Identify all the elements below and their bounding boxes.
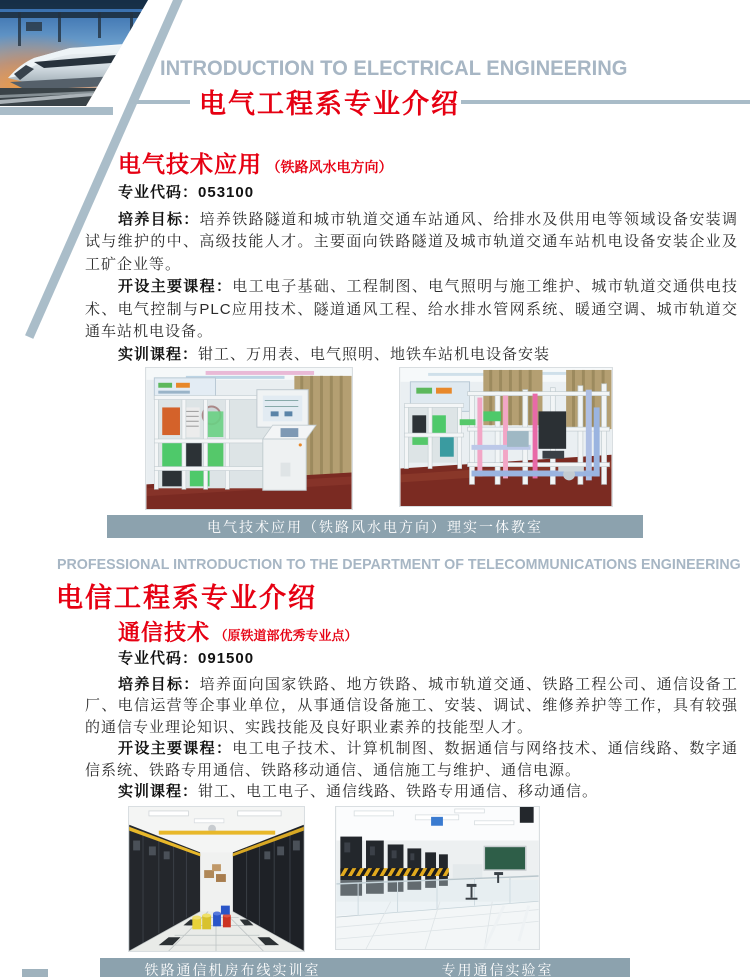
section2-body [85, 648, 738, 803]
photo-hvac-pipes-lab [399, 367, 613, 507]
courses-label: 开设主要课程： [118, 278, 233, 295]
department2-english-title: PROFESSIONAL INTRODUCTION TO THE DEPARTMENT OF TELECOMMUNICATIONS ENGINEERING [57, 556, 741, 573]
goal2-text: 培养面向国家铁路、地方铁路、城市轨道交通、铁路工程公司、通信设备工厂、电信运营等企事业单位，从事通信设备施工、安装、调试、维修养护等工作，具有较强的通信专业理论知识、实践技能及良好职业素养的技能型人才。 [85, 675, 738, 736]
goal-paragraph [85, 209, 738, 277]
courses2-label: 开设主要课程： [118, 740, 233, 757]
goal-text: 培养铁路隧道和城市轨道交通车站通风、给排水及供用电等领域设备安装调试与维护的中、高级技能人才。主要面向铁路隧道及城市轨道交通车站机电设备安装企业及工矿企业等。 [85, 210, 738, 273]
department-chinese-title: 电气工程系专业介绍 [199, 89, 460, 119]
caption-bar-electrical [107, 515, 643, 538]
train-illustration [0, 0, 152, 106]
goal2-paragraph [85, 674, 738, 739]
page-corner-mark [22, 969, 48, 977]
training-paragraph [85, 344, 738, 367]
photo-communication-lab [335, 806, 540, 950]
goal-label: 培养目标： [118, 210, 200, 228]
title-rule-left [130, 100, 190, 104]
major2-code-value: 091500 [198, 650, 255, 667]
section1-body [85, 182, 738, 366]
courses2-text: 电工电子技术、计算机制图、数据通信与网络技术、通信线路、数字通信系统、铁路专用通信、铁路移动通信、通信施工与维护、通信电源。 [85, 740, 738, 779]
courses-text: 电工电子基础、工程制图、电气照明与施工维护、城市轨道交通供电技术、电气控制与PLC应用技术、隧道通风工程、给水排水管网系统、暖通空调、城市轨道交通车站机电设备。 [85, 278, 738, 340]
major-title-text: 电气技术应用 [118, 151, 262, 177]
major-title-note: （铁路风水电方向） [266, 159, 393, 175]
training2-label: 实训课程： [118, 783, 199, 800]
title-rule-right [461, 100, 750, 104]
caption-text-left: 铁路通信机房布线实训室 [144, 962, 321, 977]
major-code-value: 053100 [198, 184, 255, 201]
hero-train-photo [0, 0, 152, 106]
major2-title-text: 通信技术 [118, 620, 211, 645]
photo-server-room [128, 806, 305, 952]
courses2-paragraph [85, 738, 738, 781]
major-code-label: 专业代码： [118, 184, 199, 201]
major2-code-label: 专业代码： [118, 650, 199, 667]
header-underline-left [0, 107, 113, 115]
courses-paragraph [85, 276, 738, 344]
major2-title-note: （原铁道部优秀专业点） [214, 628, 358, 643]
training-text: 钳工、万用表、电气照明、地铁车站机电设备安装 [198, 345, 551, 363]
major-title-telecom [118, 616, 357, 647]
photo-electrical-classroom [145, 367, 353, 510]
major2-code-line [85, 648, 738, 670]
department2-chinese-title: 电信工程系专业介绍 [56, 583, 317, 613]
department-english-title: INTRODUCTION TO ELECTRICAL ENGINEERING [160, 57, 628, 80]
training2-paragraph [85, 781, 738, 803]
goal2-label: 培养目标： [118, 675, 200, 693]
caption-bar-telecom [100, 958, 630, 977]
training2-text: 钳工、电工电子、通信线路、铁路专用通信、移动通信。 [198, 783, 599, 800]
caption-text: 电气技术应用（铁路风水电方向）理实一体教室 [207, 518, 543, 535]
caption-text-right: 专用通信实验室 [441, 962, 554, 977]
major-title-electrical [118, 146, 392, 179]
training-label: 实训课程： [118, 345, 199, 363]
major-code-line [85, 182, 738, 205]
